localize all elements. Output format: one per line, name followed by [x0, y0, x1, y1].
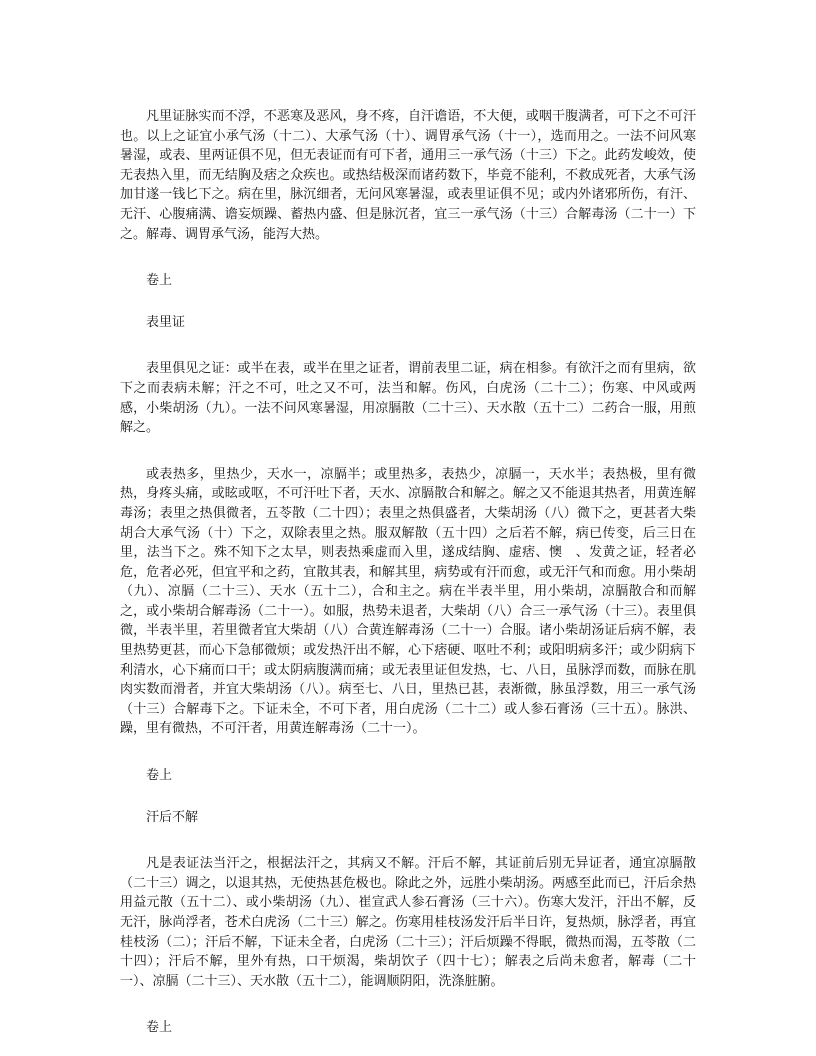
section-heading-exterior-interior: 表里证	[146, 314, 186, 330]
section-label-volume: 卷上	[146, 1020, 173, 1036]
section-heading-post-sweat: 汗后不解	[146, 809, 199, 825]
paragraph-post-sweat: 凡是表证法当汗之，根据法汗之，其病又不解。汗后不解，其证前后别无异证者，通宜凉膈散（二十三）调之，以退其热，无使热甚危极也。除此之外，远胜小柴胡汤。两感至此而已，汗后余热用益元散（五十二）、或小柴胡汤（九）、崔宣武人参石膏汤（三十六）。伤寒大发汗，汗出不解，反无汗，脉尚浮者，苍术白虎汤（二十三）解之。伤寒用桂枝汤发汗后半日许，复热烦，脉浮者，再宜桂枝汤（二）；汗后不解，下证未全者，白虎汤（二十三）；汗后烦躁不得眠，微热而渴，五苓散（二十四）；汗后不解，里外有热，口干烦渴，柴胡饮子（四十七）；解表之后尚未愈者，解毒（二十一）、凉膈（二十三）、天水散（五十二），能调顺阴阳，洗涤脏腑。	[120, 856, 696, 989]
section-label-volume: 卷上	[146, 768, 173, 784]
section-label-volume: 卷上	[146, 273, 173, 289]
paragraph-exterior-interior-detail: 或表热多，里热少，天水一，凉膈半；或里热多，表热少，凉膈一，天水半；表热极，里有微热，身疼头痛，或眩或呕，不可汗吐下者，天水、凉膈散合和解之。解之又不能退其热者，用黄连解毒汤；表里之热俱微者，五苓散（二十四）；表里之热俱盛者，大柴胡汤（八）微下之，更甚者大柴胡合大承气汤（十）下之，双除表里之热。服双解散（五十四）之后若不解，病已传变，后三日在里，法当下之。殊不知下之太早，则表热乘虚而入里，遂成结胸、虚痞、懊 、发黄之证，轻者必危，危者必死，但宜平和之药，宜散其表，和解其里，病势或有汗而愈，或无汗气和而愈。用小柴胡（九）、凉膈（二十三）、天水（五十二），合和主之。病在半表半里，用小柴胡，凉膈散合和而解之，或小柴胡合解毒汤（二十一）。如服，热势未退者，大柴胡（八）合三一承气汤（十三）。表里俱微，半表半里，若里微者宜大柴胡（八）合黄连解毒汤（二十一）合服。诸小柴胡汤证后病不解，表里热势更甚，而心下急郁微烦；或发热汗出不解，心下痞硬、呕吐不利；或阳明病多汗；或少阴病下利清水，心下痛而口干；或太阴病腹满而痛；或无表里证但发热，七、八日，虽脉浮而数，而脉在肌肉实数而滑者，并宜大柴胡汤（八）。病至七、八日，里热已甚，表渐微，脉虽浮数，用三一承气汤（十三）合解毒下之。下证未全，不可下者，用白虎汤（二十二）或人参石膏汤（三十五）。脉洪、躁，里有微热，不可汗者，用黄连解毒汤（二十一）。	[120, 466, 696, 737]
document-body	[120, 107, 696, 1038]
paragraph-interior-syndrome: 凡里证脉实而不浮，不恶寒及恶风，身不疼，自汗谵语，不大便，或咽干腹满者，可下之不可汗也。以上之证宜小承气汤（十二）、大承气汤（十）、调胃承气汤（十一），选而用之。一法不问风寒暑湿，或表、里两证俱不见，但无表证而有可下者，通用三一承气汤（十三）下之。此药发峻效，使无表热入里，而无结胸及痞之众疾也。或热结极深而诸药数下，毕竟不能利，不救成死者，大承气汤加甘遂一钱匕下之。病在里，脉沉细者，无问风寒暑湿，或表里证俱不见；或内外诸邪所伤，有汗、无汗、心腹痛满、谵妄烦躁、蓄热内盛、但是脉沉者，宜三一承气汤（十三）合解毒汤（二十一）下之。解毒、调胃承气汤，能泻大热。	[120, 109, 696, 242]
paragraph-exterior-interior-intro: 表里俱见之证：或半在表，或半在里之证者，谓前表里二证，病在相参。有欲汗之而有里病，欲下之而表病未解；汗之不可，吐之又不可，法当和解。伤风，白虎汤（二十二）；伤寒、中风或两感，小柴胡汤（九）。一法不问风寒暑湿，用凉膈散（二十三）、天水散（五十二）二药合一服，用煎解之。	[120, 361, 696, 436]
